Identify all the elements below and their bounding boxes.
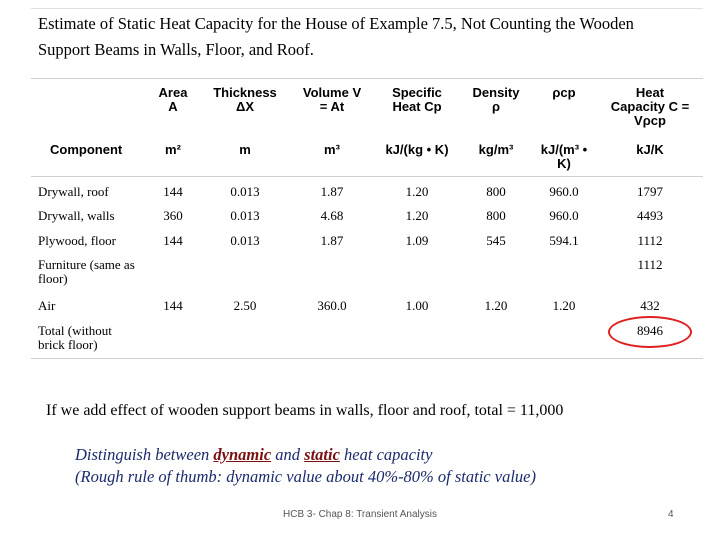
table-cell: 1112 — [637, 233, 663, 248]
header-0-line-2: A — [168, 99, 178, 114]
table-cell: 144 — [163, 184, 183, 199]
table-cell: 1112 — [637, 257, 663, 272]
table-cell: 545 — [486, 233, 506, 248]
unit-4: kg/m³ — [478, 142, 514, 157]
table-cell: 4.68 — [320, 208, 344, 223]
table-cell: 360 — [163, 208, 183, 223]
table-cell: 2.50 — [233, 298, 257, 313]
table-cell: 360.0 — [317, 298, 347, 313]
total-note: If we add effect of wooden support beams in walls, floor and roof, total = 11,000 — [46, 402, 564, 419]
dynamic-word: dynamic — [213, 445, 272, 464]
header-6-line-3: Vρcp — [634, 113, 666, 128]
row-label: Furniture (same as floor) — [38, 257, 135, 286]
table-cell: 1.00 — [405, 298, 429, 313]
unit-extra: K) — [557, 156, 571, 171]
table-cell: 1.87 — [320, 233, 344, 248]
table-cell: 1797 — [637, 184, 663, 199]
table-cell: 432 — [640, 298, 660, 313]
row-label: Plywood, floor — [38, 233, 116, 248]
table-cell: 960.0 — [549, 184, 579, 199]
table-cell: 144 — [163, 298, 183, 313]
header-3-line-1: Specific — [392, 85, 442, 100]
unit-5: kJ/(m³ • — [540, 142, 588, 157]
table-cell: 1.09 — [405, 233, 429, 248]
table-cell: 8946 — [637, 323, 663, 338]
total-highlight-circle — [608, 316, 692, 348]
table-cell: 1.87 — [320, 184, 344, 199]
header-1-line-1: Thickness — [213, 85, 277, 100]
unit-3: kJ/(kg • K) — [385, 142, 449, 157]
row-label: Drywall, roof — [38, 184, 109, 199]
table-cell: 0.013 — [230, 233, 260, 248]
header-6-line-1: Heat — [635, 85, 665, 100]
unit-0: m² — [165, 142, 181, 157]
row-label: Air — [38, 298, 56, 313]
unit-2: m³ — [324, 142, 340, 157]
header-0-line-1: Area — [158, 85, 188, 100]
header-bottom-rule — [31, 176, 703, 177]
unit-6: kJ/K — [636, 142, 664, 157]
table-cell: 800 — [486, 184, 506, 199]
header-3-line-2: Heat Cp — [392, 99, 442, 114]
footer-text: HCB 3- Chap 8: Transient Analysis — [283, 509, 437, 520]
header-4-line-2: ρ — [491, 99, 501, 114]
header-4-line-1: Density — [472, 85, 520, 100]
header-1-line-2: ΔX — [235, 99, 254, 114]
header-2-line-1: Volume V — [302, 85, 362, 100]
header-top-rule — [31, 78, 703, 79]
distinguish-pre: Distinguish between — [75, 445, 214, 464]
header-6-line-2: Capacity C = — [610, 99, 690, 114]
distinguish-note — [75, 444, 536, 488]
row-label: Total (without brick floor) — [38, 323, 112, 352]
table-cell: 800 — [486, 208, 506, 223]
unit-1: m — [239, 142, 251, 157]
component-header: Component — [50, 142, 123, 157]
table-cell: 1.20 — [552, 298, 576, 313]
page-number: 4 — [668, 509, 674, 520]
table-cell: 4493 — [637, 208, 663, 223]
table-cell: 1.20 — [405, 208, 429, 223]
table-cell: 0.013 — [230, 208, 260, 223]
header-2-line-2: = At — [319, 99, 345, 114]
distinguish-and: and — [271, 445, 305, 464]
table-cell: 0.013 — [230, 184, 260, 199]
header-5-line-1: ρcp — [552, 85, 576, 100]
table-cell: 594.1 — [549, 233, 579, 248]
table-bottom-rule — [31, 358, 703, 359]
table-cell: 1.20 — [405, 184, 429, 199]
row-label: Drywall, walls — [38, 208, 115, 223]
table-title: Estimate of Static Heat Capacity for the House of Example 7.5, Not Counting the Wooden Support Beams in Walls, Floor, and Roof. — [38, 14, 634, 59]
distinguish-post: heat capacity — [339, 445, 433, 464]
rule-of-thumb: (Rough rule of thumb: dynamic value about 40%-80% of static value) — [75, 467, 536, 486]
static-word: static — [304, 445, 340, 464]
table-cell: 144 — [163, 233, 183, 248]
table-cell: 1.20 — [484, 298, 508, 313]
table-cell: 960.0 — [549, 208, 579, 223]
